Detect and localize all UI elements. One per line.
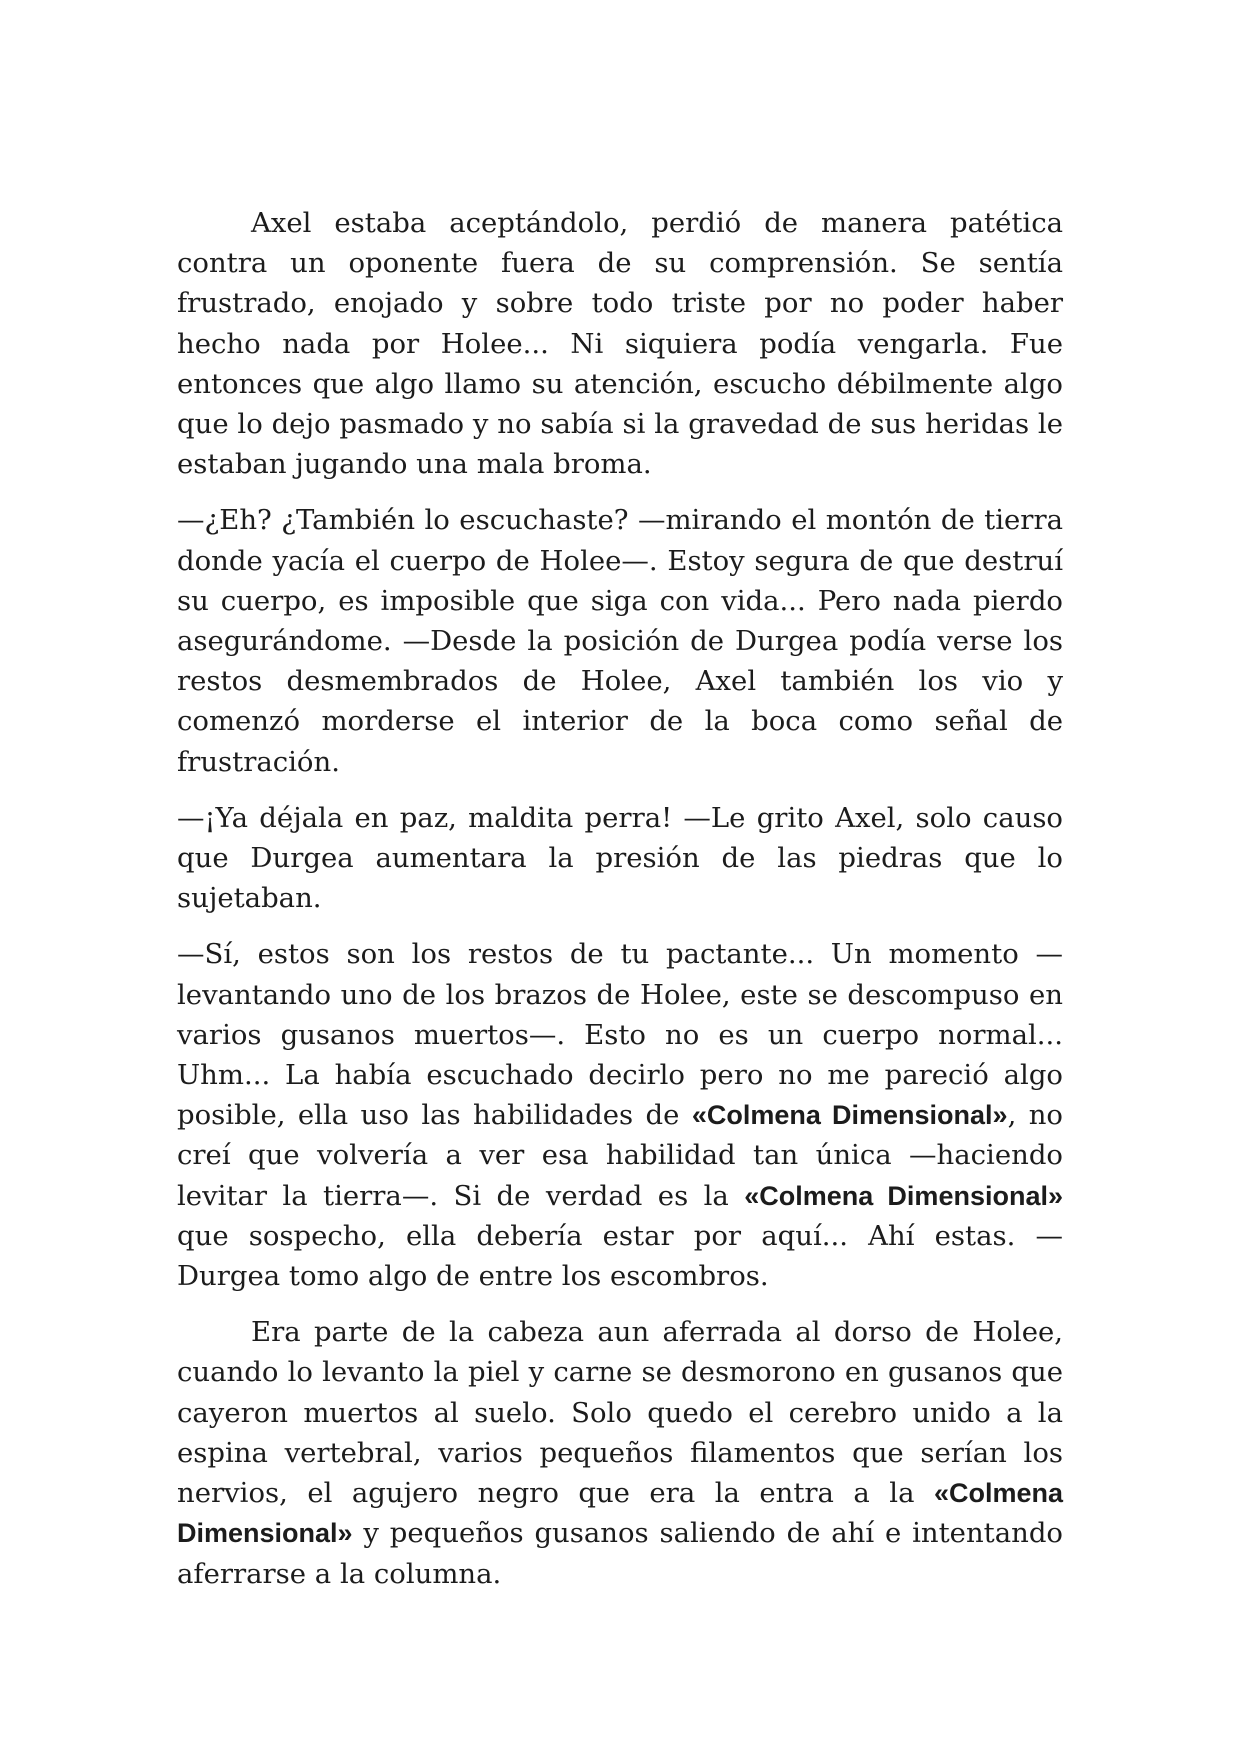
paragraph-text: que sospecho, ella debería estar por aquí... Ahí estas. —Durgea tomo algo de entre los escombros. xyxy=(177,1219,1063,1293)
paragraph-4 xyxy=(177,934,1063,1296)
emphasis-term: «Colmena Dimensional» xyxy=(177,1478,1063,1549)
paragraph-1 xyxy=(177,203,1063,484)
paragraph-text: —Sí, estos son los restos de tu pactante... Un momento —levantando uno de los brazos de Holee, este se descompuso en varios gusanos muertos—. Esto no es un cuerpo normal... Uhm... La había escuchado decirlo pero no me pareció algo posible, ella uso las habilidades de xyxy=(177,938,1063,1132)
emphasis-term: «Colmena Dimensional» xyxy=(691,1100,1008,1131)
document-page xyxy=(177,203,1063,1610)
paragraph-text: , no creí que volvería a ver esa habilidad tan única —haciendo levitar la tierra—. Si de verdad es la xyxy=(177,1099,1063,1212)
emphasis-term: «Colmena Dimensional» xyxy=(744,1180,1063,1211)
paragraph-text: —¿Eh? ¿También lo escuchaste? —mirando el montón de tierra donde yacía el cuerpo de Holee—. Estoy segura de que destruí su cuerpo, es imposible que siga con vida... Pero nada pierdo asegurándome. —Desde la posición de Durgea podía verse los restos desmembrados de Holee, Axel también los vio y comenzó morderse el interior de la boca como señal de frustración. xyxy=(177,504,1063,778)
paragraph-2 xyxy=(177,500,1063,781)
paragraph-3 xyxy=(177,798,1063,919)
paragraph-5 xyxy=(177,1312,1063,1593)
paragraph-text: Axel estaba aceptándolo, perdió de manera patética contra un oponente fuera de su comprensión. Se sentía frustrado, enojado y sobre todo triste por no poder haber hecho nada por Holee... Ni siquiera podía vengarla. Fue entonces que algo llamo su atención, escucho débilmente algo que lo dejo pasmado y no sabía si la gravedad de sus heridas le estaban jugando una mala broma. xyxy=(177,207,1063,481)
paragraph-text: Era parte de la cabeza aun aferrada al dorso de Holee, cuando lo levanto la piel y carne se desmorono en gusanos que cayeron muertos al suelo. Solo quedo el cerebro unido a la espina vertebral, varios pequeños filamentos que serían los nervios, el agujero negro que era la entra a la xyxy=(177,1316,1063,1510)
paragraph-text: —¡Ya déjala en paz, maldita perra! —Le grito Axel, solo causo que Durgea aumentara la presión de las piedras que lo sujetaban. xyxy=(177,801,1063,915)
paragraph-text: y pequeños gusanos saliendo de ahí e intentando aferrarse a la columna. xyxy=(177,1517,1063,1590)
